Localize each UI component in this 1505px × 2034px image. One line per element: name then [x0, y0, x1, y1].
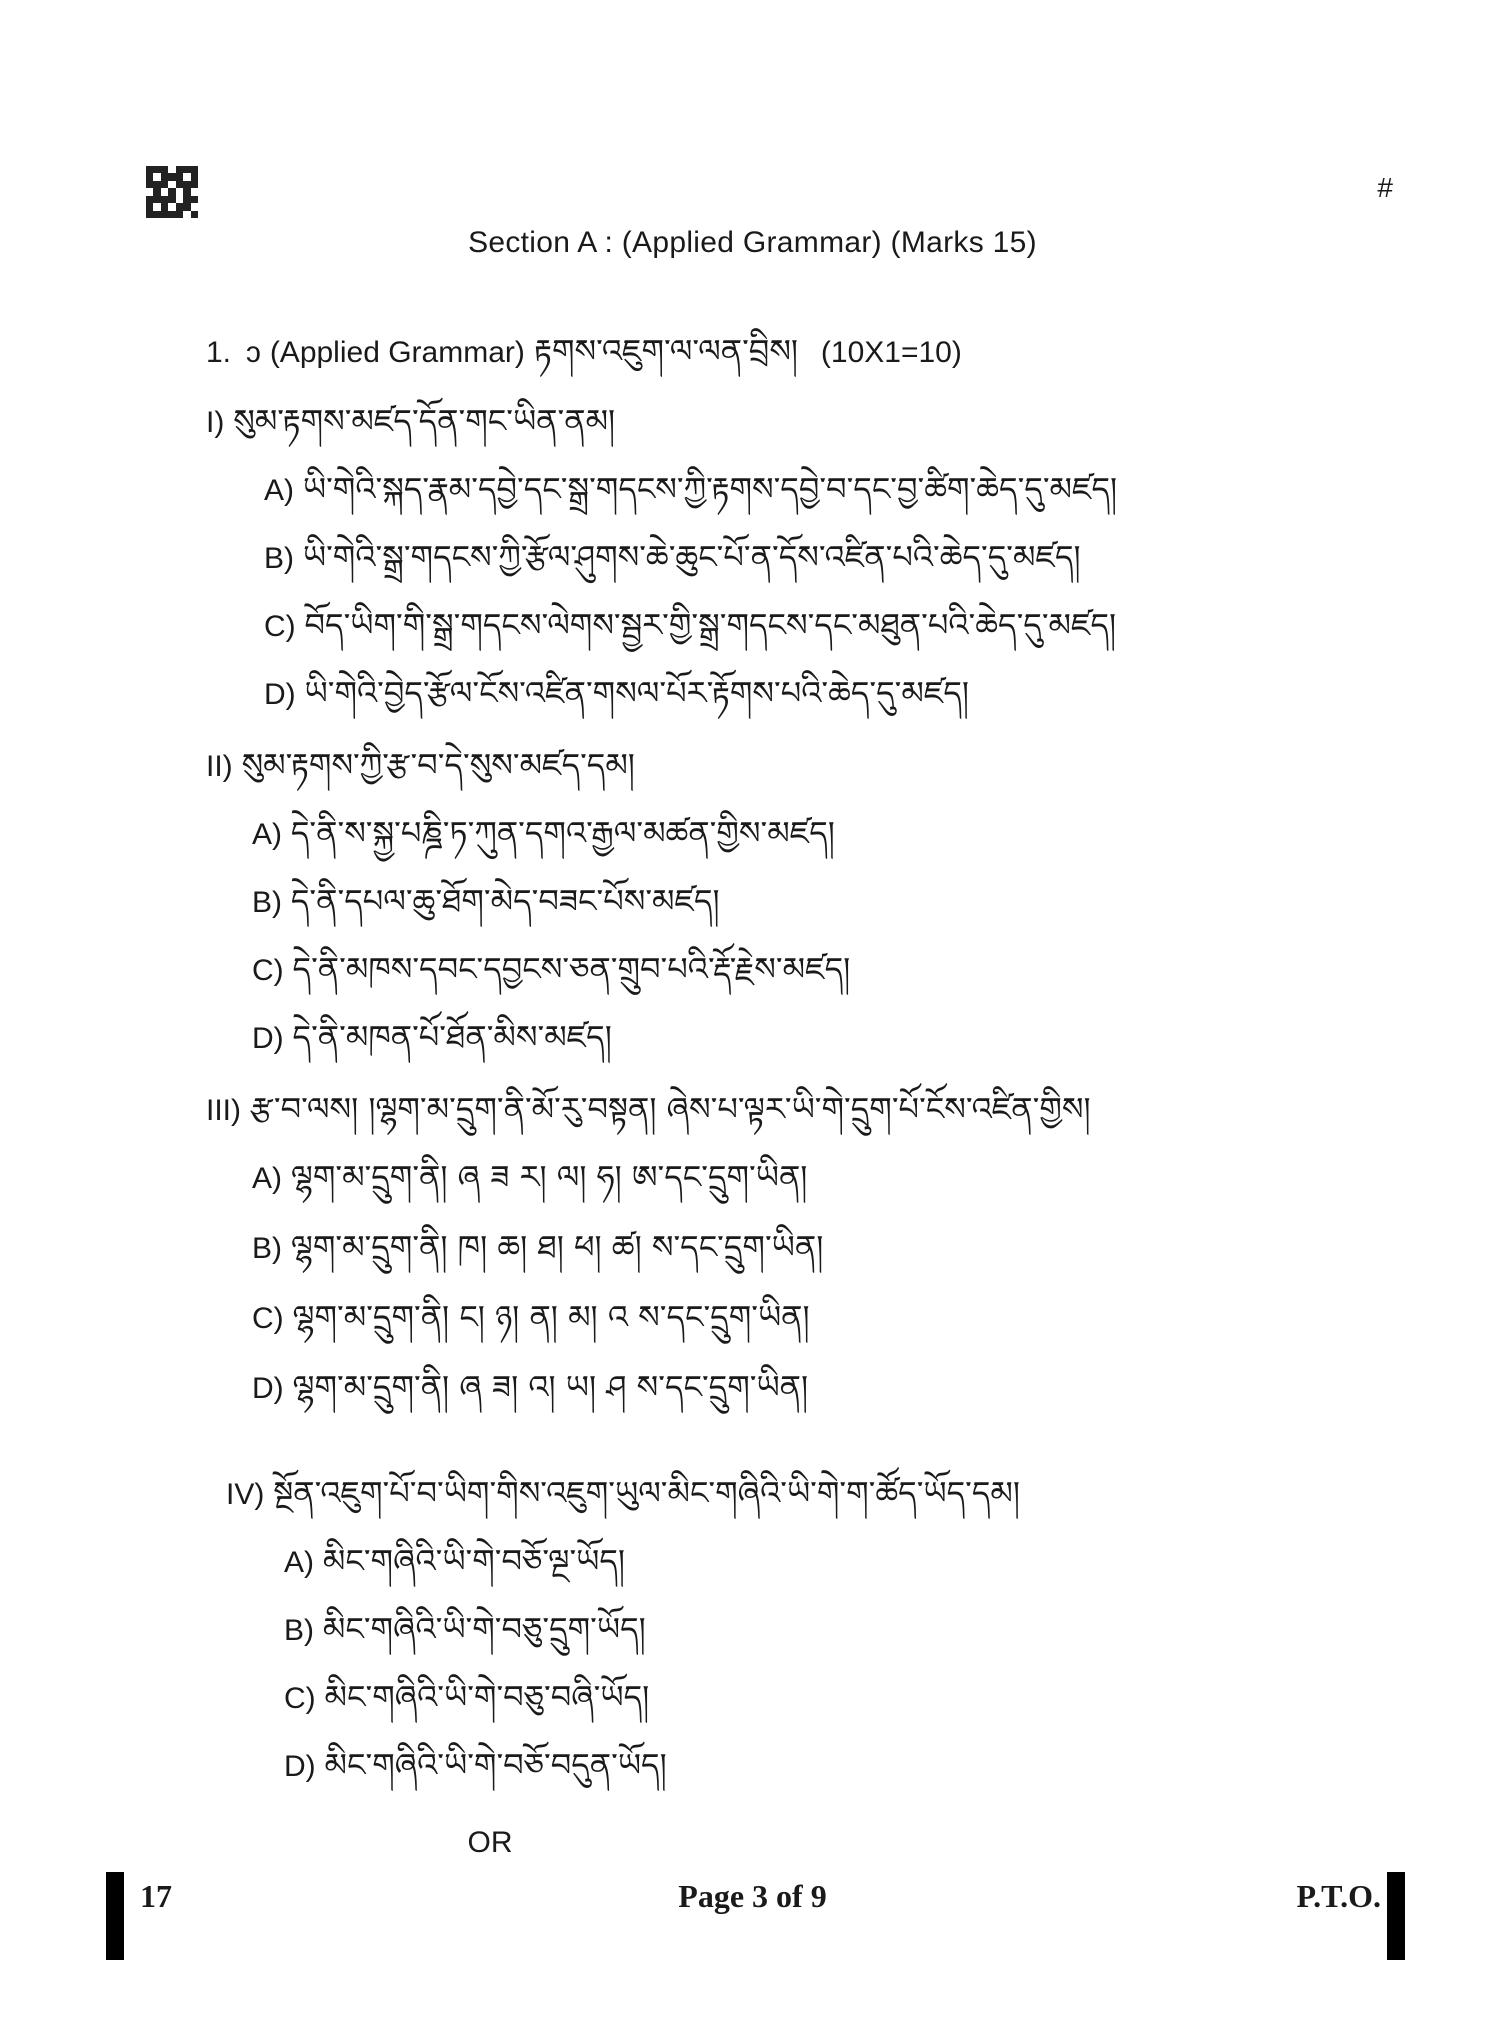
subquestion-text: སུམ་རྟགས་ཀྱི་རྩ་བ་དེ་སུས་མཛད་དམ།	[241, 746, 635, 784]
subquestion-prompt	[206, 396, 615, 448]
option-label: D)	[252, 1372, 284, 1405]
option-text: དེ་ནི་དཔལ་ཆུ་ཐོག་མེད་བཟང་པོས་མཛད།	[290, 882, 720, 920]
option-label: B)	[264, 542, 294, 575]
question-number: 1.	[206, 336, 232, 369]
option-label: A)	[264, 474, 294, 507]
option-row	[252, 1292, 810, 1344]
option-row	[252, 1362, 808, 1414]
option-text: མིང་གཞིའི་ཡི་གེ་བཅོ་ལྔ་ཡོད།	[322, 1542, 626, 1580]
option-text: མིང་གཞིའི་ཡི་གེ་བཅུ་དྲུག་ཡོད།	[322, 1610, 646, 1648]
option-text: ཡི་གེའི་སྒྲ་གདངས་ཀྱི་རྩོལ་ཤུགས་ཆེ་ཆུང་པོ་ན་དོས་འཛིན་པའི་ཆེད་དུ་མཛད།	[302, 538, 1081, 576]
bracket-mark: ͻ	[245, 336, 261, 369]
option-text: ལྷག་མ་དྲུག་ནི། ང། ཉ། ན། མ། འ ས་དང་དྲུག་ཡིན།	[292, 1298, 810, 1336]
option-row	[252, 876, 720, 928]
question-heading	[206, 326, 962, 378]
option-text: ཡི་གེའི་སྐད་རྣམ་དབྱེ་དང་སྒྲ་གདངས་ཀྱི་རྟགས་དབྱེ་བ་དང་བྱ་ཚིག་ཆེད་དུ་མཛད།	[302, 470, 1118, 508]
option-row	[284, 1536, 625, 1588]
question-marks: (10X1=10)	[820, 336, 962, 369]
option-text: མིང་གཞིའི་ཡི་གེ་བཅོ་བདུན་ཡོད།	[324, 1746, 667, 1784]
option-text: བོད་ཡིག་གི་སྒྲ་གདངས་ལེགས་སྦྱར་གྱི་སྒྲ་གདངས་དང་མཐུན་པའི་ཆེད་དུ་མཛད།	[304, 606, 1117, 644]
or-divider-text: OR	[467, 1826, 513, 1859]
option-row	[284, 1604, 646, 1656]
option-text: ལྷག་མ་དྲུག་ནི། ཞ ཟ། འ། ཡ། ཤ ས་དང་དྲུག་ཡིན།	[292, 1368, 809, 1406]
footer-pto: P.T.O.	[1296, 1878, 1381, 1914]
option-text: མིང་གཞིའི་ཡི་གེ་བཅུ་བཞི་ཡོད།	[324, 1678, 650, 1716]
qr-code	[146, 166, 198, 218]
option-row	[264, 668, 969, 720]
footer-right-bar	[1387, 1872, 1405, 1960]
option-label: B)	[284, 1614, 314, 1647]
option-label: B)	[252, 1232, 282, 1265]
option-label: A)	[252, 818, 282, 851]
option-label: C)	[252, 1302, 284, 1335]
option-row	[252, 1012, 612, 1064]
option-label: B)	[252, 886, 282, 919]
option-row	[284, 1740, 667, 1792]
option-row	[252, 1152, 807, 1204]
option-row	[252, 944, 850, 996]
option-label: D)	[284, 1750, 316, 1783]
option-text: ཡི་གེའི་བྱེད་རྩོལ་ངོས་འཛིན་གསལ་པོར་རྟོགས་པའི་ཆེད་དུ་མཛད།	[304, 674, 969, 712]
section-title: Section A : (Applied Grammar) (Marks 15)	[468, 226, 1037, 259]
option-row	[284, 1672, 649, 1724]
footer-page-number: Page 3 of 9	[678, 1878, 827, 1914]
option-row	[252, 1222, 823, 1274]
question-title-tibetan: རྟགས་འཇུག་ལ་ལན་བྲིས།	[533, 332, 799, 370]
subquestion-label: III)	[206, 1094, 241, 1127]
option-label: D)	[264, 678, 296, 711]
subquestion-prompt	[206, 1084, 1091, 1136]
subquestion-text: རྩ་བ་ལས། །ལྷག་མ་དྲུག་ནི་མོ་རུ་བསྟན། ཞེས་པ་ལྟར་ཡི་གེ་དྲུག་པོ་ངོས་འཛིན་གྱིས།	[249, 1090, 1091, 1128]
option-text: ལྷག་མ་དྲུག་ནི། ཞ ཟ ར། ལ། ཧ། ཨ་དང་དྲུག་ཡིན།	[290, 1158, 808, 1196]
option-row	[264, 600, 1116, 652]
option-text: དེ་ནི་མཁས་དབང་དབྱངས་ཅན་གྲུབ་པའི་རྡོ་རྗེས་མཛད།	[292, 950, 851, 988]
subquestion-text: སྔོན་འཇུག་པོ་བ་ཡིག་གིས་འཇུག་ཡུལ་མིང་གཞིའི་ཡི་གེ་ག་ཚོད་ཡོད་དམ།	[273, 1474, 1020, 1512]
option-text: ལྷག་མ་དྲུག་ནི། ཁ། ཆ། ཐ། ཕ། ཚ། ས་དང་དྲུག་ཡིན།	[290, 1228, 824, 1266]
footer-code: 17	[140, 1878, 172, 1914]
option-label: D)	[252, 1022, 284, 1055]
subquestion-label: II)	[206, 750, 233, 783]
subquestion-prompt	[206, 740, 635, 792]
question-title-latin: (Applied Grammar)	[269, 336, 525, 369]
subquestion-label: IV)	[226, 1478, 265, 1511]
subquestion-text: སུམ་རྟགས་མཛད་དོན་གང་ཡིན་ནམ།	[233, 402, 616, 440]
option-label: C)	[264, 610, 296, 643]
option-label: A)	[252, 1162, 282, 1195]
option-text: དེ་ནི་ས་སྐྱ་པཎྜི་ཏ་ཀུན་དགའ་རྒྱལ་མཚན་གྱིས་མཛད།	[290, 814, 835, 852]
page-hash-mark: #	[1377, 172, 1393, 203]
option-row	[264, 532, 1081, 584]
option-text: དེ་ནི་མཁན་པོ་ཐོན་མིས་མཛད།	[292, 1018, 612, 1056]
option-label: C)	[252, 954, 284, 987]
option-row	[264, 464, 1117, 516]
subquestion-label: I)	[206, 406, 225, 439]
option-label: C)	[284, 1682, 316, 1715]
option-row	[252, 808, 835, 860]
subquestion-prompt	[226, 1468, 1020, 1520]
option-label: A)	[284, 1546, 314, 1579]
